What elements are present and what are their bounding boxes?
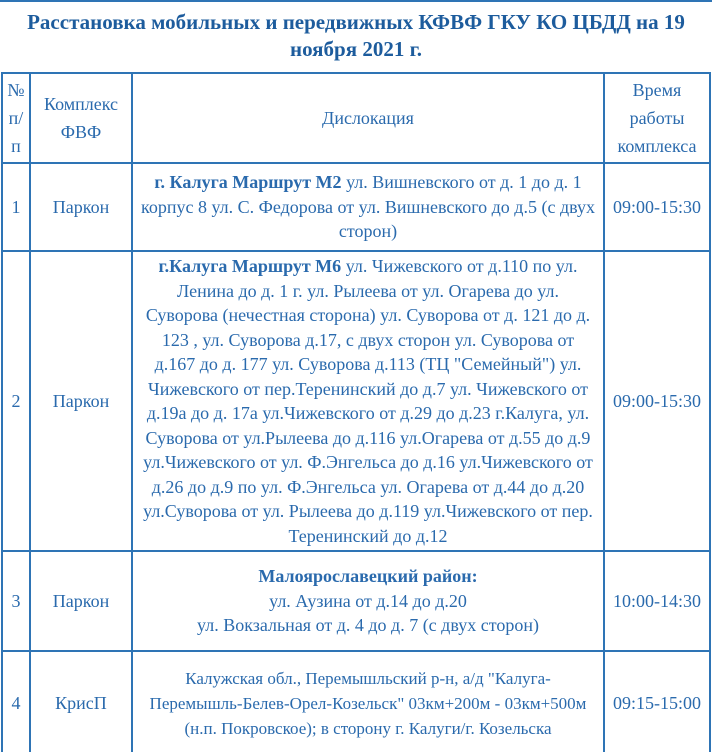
- dislocation-district-bold: Малоярославецкий район:: [258, 566, 478, 587]
- table-header-row: [2, 73, 710, 163]
- dislocation-text: Калужская обл., Перемышльский р-н, а/д "Калуга-Перемышль-Белев-Орел-Козельск" 03км+200м - 03км+500м (н.п. Покровское); в сторону г. Калуги/г. Козельска: [149, 668, 587, 738]
- dislocation-cell: [132, 251, 604, 551]
- work-time-cell: 09:15-15:00: [604, 651, 710, 752]
- table-row: [2, 163, 710, 251]
- complex-cell: КрисП: [30, 651, 132, 752]
- header-work-time: Время работы комплекса: [604, 73, 710, 163]
- table-row: [2, 651, 710, 752]
- row-number-cell: 2: [2, 251, 30, 551]
- document-title: Расстановка мобильных и передвижных КФВФ ГКУ КО ЦБДД на 19 ноября 2021 г.: [27, 10, 685, 61]
- deployment-table: [1, 72, 711, 752]
- dislocation-route-bold: г. Калуга Маршрут М2: [154, 172, 342, 193]
- table-row: [2, 551, 710, 651]
- row-number-cell: 3: [2, 551, 30, 651]
- row-number-cell: 4: [2, 651, 30, 752]
- dislocation-cell: [132, 551, 604, 651]
- header-row-number: № п/п: [2, 73, 30, 163]
- dislocation-text: ул. Чижевского от д.110 по ул. Ленина до д. 1 г. ул. Рылеева от ул. Огарева до ул. Суворова (нечестная сторона) ул. Суворова от д. 121 до д. 123 , ул. Суворова д.17, с двух сторон ул. Суворова от д.167 до д. 177 ул. Суворова д.113 (ТЦ "Семейный") ул. Чижевского от пер.Теренинский до д.7 ул. Чижевского от д.19а до д. 17а ул.Чижевского от д.29 до д.23 г.Калуга, ул. Суворова от ул.Рылеева до д.116 ул.Огарева от д.55 до д.9 ул.Чижевского от ул. Ф.Энгельса до д.16 ул.Чижевского от д.26 до д.9 по ул. Ф.Энгельса ул. Огарева от д.44 до д.20 ул.Суворова от ул. Рылеева до д.119 ул.Чижевского от пер. Теренинский до д.12: [143, 256, 593, 546]
- dislocation-line: ул. Вокзальная от д. 4 до д. 7 (с двух сторон): [197, 615, 539, 636]
- work-time-cell: 10:00-14:30: [604, 551, 710, 651]
- header-dislocation: Дислокация: [132, 73, 604, 163]
- work-time-cell: 09:00-15:30: [604, 251, 710, 551]
- dislocation-line: ул. Аузина от д.14 до д.20: [269, 590, 467, 611]
- row-number-cell: 1: [2, 163, 30, 251]
- complex-cell: Паркон: [30, 163, 132, 251]
- header-complex: Комплекс ФВФ: [30, 73, 132, 163]
- complex-cell: Паркон: [30, 551, 132, 651]
- dislocation-cell: [132, 163, 604, 251]
- complex-cell: Паркон: [30, 251, 132, 551]
- dislocation-cell: [132, 651, 604, 752]
- dislocation-route-bold: г.Калуга Маршрут М6: [158, 256, 342, 276]
- table-row: [2, 251, 710, 551]
- work-time-cell: 09:00-15:30: [604, 163, 710, 251]
- dislocation-text: ул. Вишневского от д. 1 до д. 1 корпус 8 ул. С. Федорова от ул. Вишневского до д.5 (с двух сторон): [141, 172, 595, 242]
